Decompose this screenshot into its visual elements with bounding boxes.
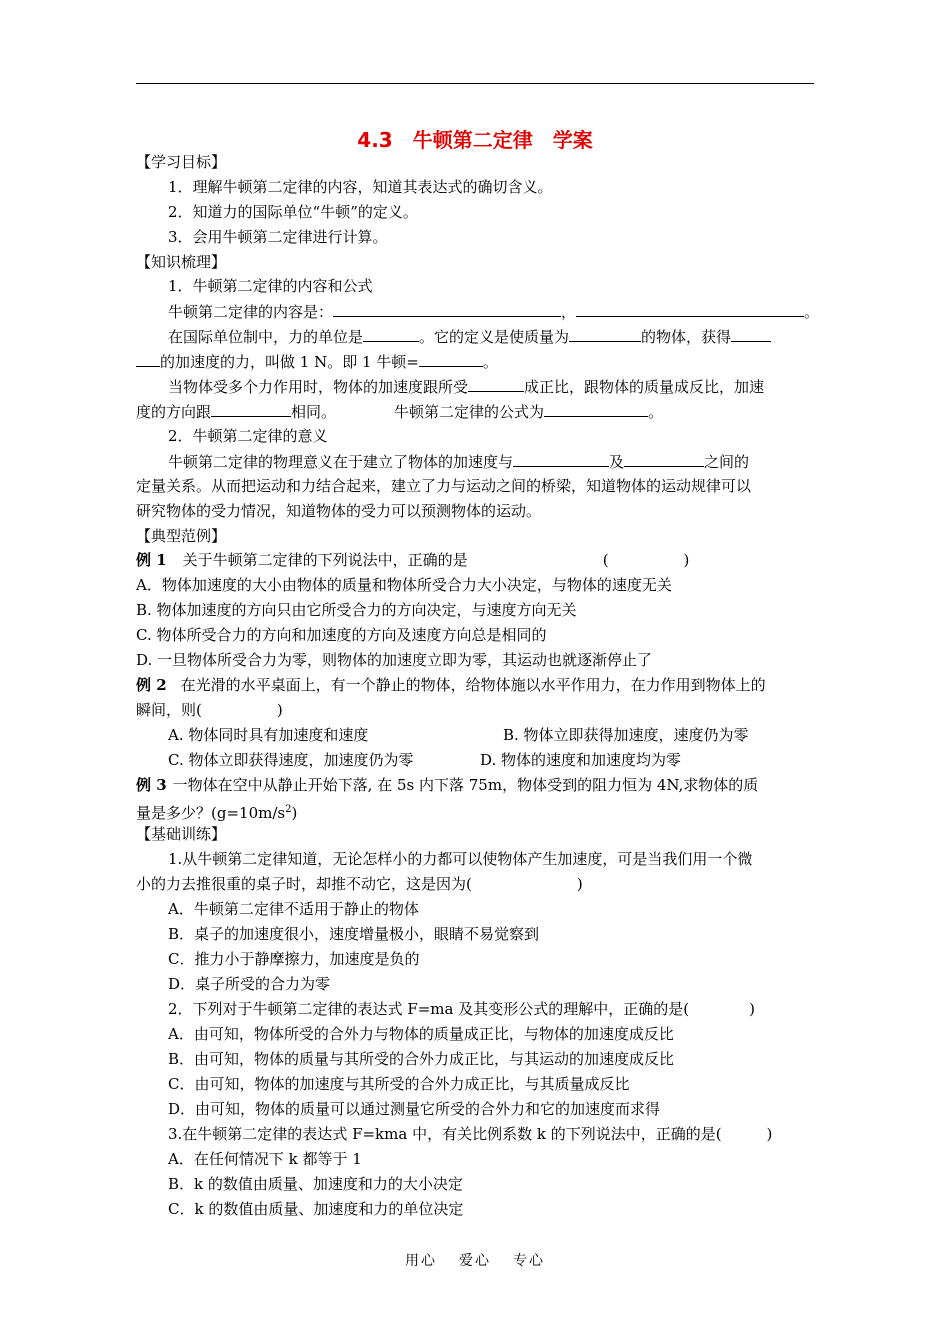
q1-line-2: 小的力去推很重的桌子时，却推不动它，这是因为( ) xyxy=(136,875,583,893)
text: 的物体，获得 xyxy=(641,328,732,346)
q3-option-c: C．k 的数值由质量、加速度和力的单位决定 xyxy=(168,1200,464,1218)
section-training: 【基础训练】 xyxy=(136,825,227,843)
header-rule xyxy=(136,83,814,84)
example1-option-c: C. 物体所受合力的方向和加速度的方向及速度方向总是相同的 xyxy=(136,626,547,644)
knowledge-heading-1: 1．牛顿第二定律的内容和公式 xyxy=(168,277,373,295)
unit-line xyxy=(168,326,771,347)
example1-stem xyxy=(136,550,689,570)
fill-blank[interactable] xyxy=(513,451,609,467)
fill-blank[interactable] xyxy=(419,351,483,367)
text: 量是多少？(g=10m/s xyxy=(136,804,286,822)
content-label: 牛顿第二定律的内容是： xyxy=(168,303,334,321)
superscript: 2 xyxy=(285,804,292,815)
text: ) xyxy=(291,804,298,822)
q1-line-1: 1.从牛顿第二定律知道，无论怎样小的力都可以使物体产生加速度，可是当我们用一个微 xyxy=(168,850,753,868)
page-footer xyxy=(0,1250,950,1270)
example3-stem xyxy=(136,775,758,795)
example2-option-a: A. 物体同时具有加速度和速度 xyxy=(168,726,369,744)
fill-blank[interactable] xyxy=(576,301,804,317)
text: 在国际单位制中，力的单位是 xyxy=(168,328,364,346)
q2-option-b: B．由可知，物体的质量与其所受的合外力成正比，与其运动的加速度成反比 xyxy=(168,1050,675,1068)
meaning-line xyxy=(168,451,749,472)
text: 。 xyxy=(482,353,498,371)
q3-option-a: A．在任何情况下 k 都等于 1 xyxy=(168,1150,362,1168)
fill-blank[interactable] xyxy=(544,401,648,417)
answer-paren[interactable]: ( ) xyxy=(602,551,690,569)
q1-option-d: D．桌子所受的合力为零 xyxy=(168,975,331,993)
q2-option-d: D．由可知，物体的质量可以通过测量它所受的合外力和它的加速度而求得 xyxy=(168,1100,661,1118)
example3-stem-2 xyxy=(136,800,297,823)
q2-option-c: C．由可知，物体的加速度与其所受的合外力成正比，与其质量成反比 xyxy=(168,1075,630,1093)
example-label: 例 1 xyxy=(136,551,167,569)
footer-text: 专心 xyxy=(513,1253,545,1269)
example1-option-d: D. 一旦物体所受合力为零，则物体的加速度立即为零，其运动也就逐渐停止了 xyxy=(136,651,653,669)
example2-option-d: D. 物体的速度和加速度均为零 xyxy=(480,751,682,769)
unit-line-2 xyxy=(136,351,498,372)
footer-text: 爱心 xyxy=(459,1253,491,1269)
fill-blank[interactable] xyxy=(569,326,641,342)
text: 牛顿第二定律的物理意义在于建立了物体的加速度与 xyxy=(168,453,514,471)
knowledge-heading-2: 2．牛顿第二定律的意义 xyxy=(168,427,328,445)
example2-stem xyxy=(136,675,766,695)
fill-blank[interactable] xyxy=(468,376,524,392)
text: 相同。 xyxy=(291,403,337,421)
text: 。 xyxy=(648,403,664,421)
text: 及 xyxy=(609,453,625,471)
q1-option-b: B．桌子的加速度很小，速度增量极小，眼睛不易觉察到 xyxy=(168,925,540,943)
text: 当物体受多个力作用时，物体的加速度跟所受 xyxy=(168,378,469,396)
fill-blank[interactable] xyxy=(363,326,419,342)
example2-option-b: B. 物体立即获得加速度，速度仍为零 xyxy=(503,726,749,744)
q3-option-b: B．k 的数值由质量、加速度和力的大小决定 xyxy=(168,1175,463,1193)
fill-blank[interactable] xyxy=(136,351,160,367)
example2-option-c: C. 物体立即获得速度，加速度仍为零 xyxy=(168,751,414,769)
meaning-line-3: 研究物体的受力情况，知道物体的受力可以预测物体的运动。 xyxy=(136,502,542,520)
fill-blank[interactable] xyxy=(333,301,561,317)
fill-blank[interactable] xyxy=(624,451,704,467)
objective-1: 1．理解牛顿第二定律的内容，知道其表达式的确切含义。 xyxy=(168,178,553,196)
page-title: 4.3 牛顿第二定律 学案 xyxy=(357,128,593,152)
text: 的加速度的力，叫做 1 N。即 1 牛顿= xyxy=(160,353,419,371)
example-label: 例 3 xyxy=(136,776,167,794)
q1-option-a: A．牛顿第二定律不适用于静止的物体 xyxy=(168,900,419,918)
q1-option-c: C．推力小于静摩擦力，加速度是负的 xyxy=(168,950,420,968)
multi-force-line xyxy=(168,376,764,397)
meaning-line-2: 定量关系。从而把运动和力结合起来，建立了力与运动之间的桥梁，知道物体的运动规律可以 xyxy=(136,477,752,495)
q2-line-1: 2．下列对于牛顿第二定律的表达式 F=ma 及其变形公式的理解中，正确的是( ) xyxy=(168,1000,755,1018)
text: 在光滑的水平桌面上，有一个静止的物体，给物体施以水平作用力，在力作用到物体上的 xyxy=(180,676,766,694)
section-examples: 【典型范例】 xyxy=(136,527,227,545)
fill-blank[interactable] xyxy=(211,401,291,417)
content-line: 牛顿第二定律的内容是： ， 。 xyxy=(168,303,820,321)
objective-2: 2．知道力的国际单位“牛顿”的定义。 xyxy=(168,203,418,221)
text: 牛顿第二定律的公式为 xyxy=(394,403,545,421)
objective-3: 3．会用牛顿第二定律进行计算。 xyxy=(168,228,388,246)
q2-option-a: A．由可知，物体所受的合外力与物体的质量成正比，与物体的加速度成反比 xyxy=(168,1025,674,1043)
q3-line-1: 3.在牛顿第二定律的表达式 F=kma 中，有关比例系数 k 的下列说法中，正确的是( ) xyxy=(168,1125,773,1143)
footer-text: 用心 xyxy=(405,1253,437,1269)
text: 成正比，跟物体的质量成反比，加速 xyxy=(524,378,765,396)
text: 。它的定义是使质量为 xyxy=(419,328,570,346)
example1-option-a: A．物体加速度的大小由物体的质量和物体所受合力大小决定，与物体的速度无关 xyxy=(136,576,672,594)
text: 之间的 xyxy=(704,453,750,471)
text: 一物体在空中从静止开始下落, 在 5s 内下落 75m，物体受到的阻力恒为 4N,求物体的质 xyxy=(172,776,759,794)
example1-option-b: B. 物体加速度的方向只由它所受合力的方向决定，与速度方向无关 xyxy=(136,601,577,619)
text: 关于牛顿第二定律的下列说法中，正确的是 xyxy=(182,551,468,569)
section-knowledge: 【知识梳理】 xyxy=(136,253,227,271)
example2-stem-2: 瞬间，则( ) xyxy=(136,701,283,719)
fill-blank[interactable] xyxy=(731,326,771,342)
multi-force-line-2 xyxy=(136,401,663,422)
text: 度的方向跟 xyxy=(136,403,212,421)
section-objectives: 【学习目标】 xyxy=(136,153,227,171)
example-label: 例 2 xyxy=(136,676,167,694)
